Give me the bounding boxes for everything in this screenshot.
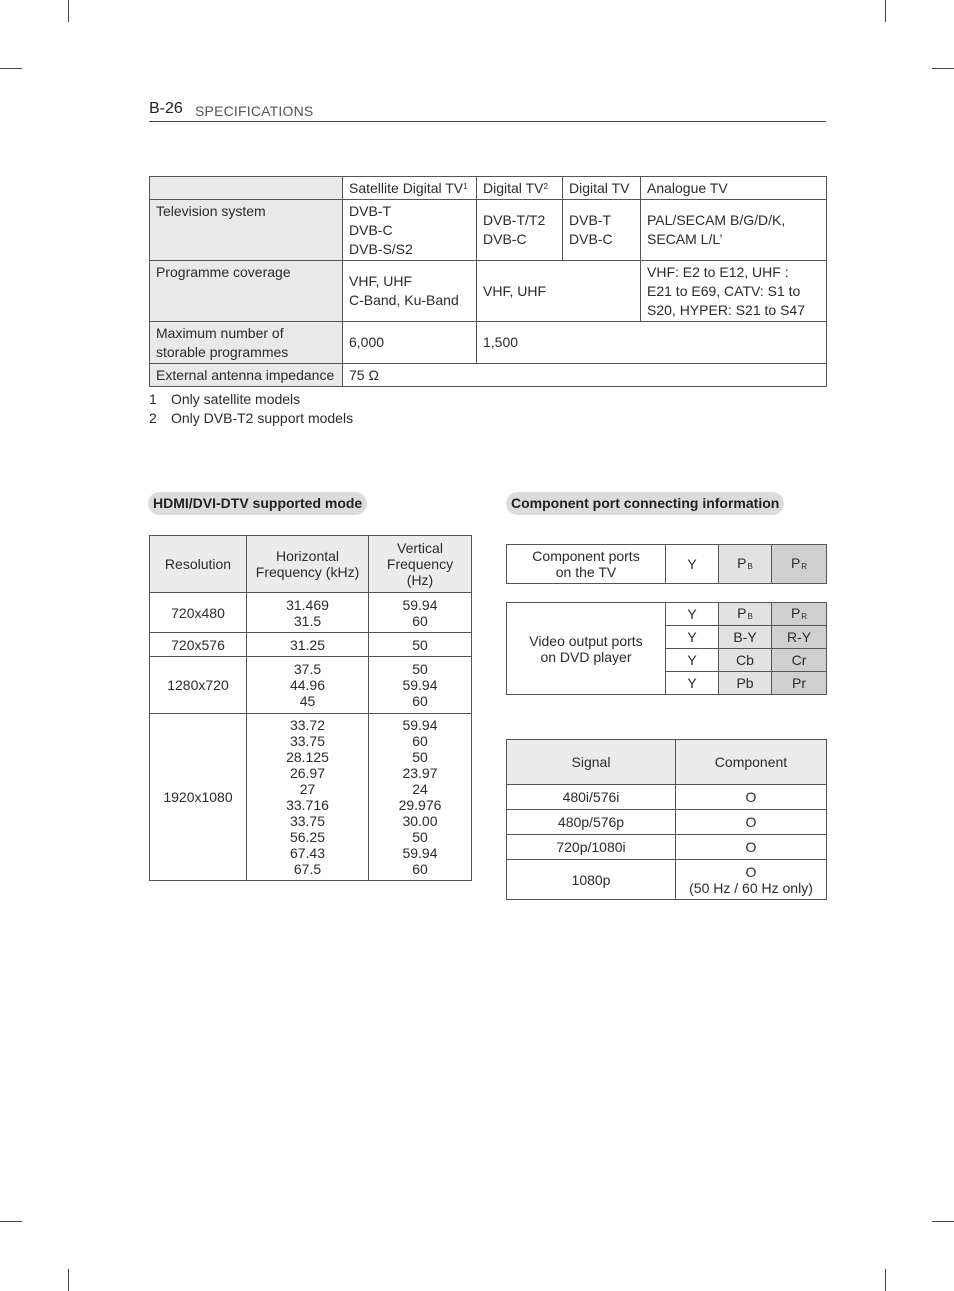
table-cell: O (50 Hz / 60 Hz only) xyxy=(676,860,827,900)
table-cell: 33.72 33.75 28.125 26.97 27 33.716 33.75 56.25 67.43 67.5 xyxy=(247,714,369,881)
table-cell: 50 59.94 60 xyxy=(369,657,472,714)
column-header: Signal xyxy=(507,740,676,785)
table-header-row xyxy=(150,536,472,593)
table-cell: O xyxy=(676,835,827,860)
crop-mark xyxy=(0,68,22,69)
port-pb: PB xyxy=(719,603,772,626)
hdmi-section-title: HDMI/DVI-DTV supported mode xyxy=(148,492,367,515)
port-pr: R-Y xyxy=(772,626,827,649)
column-header: Satellite Digital $TV^1$ xyxy=(343,177,477,200)
crop-mark xyxy=(885,0,886,22)
row-label: Maximum number of storable programmes xyxy=(150,322,343,364)
table-row xyxy=(507,545,827,584)
port-pr: Pr xyxy=(772,672,827,695)
table-cell: 31.25 xyxy=(247,633,369,657)
footnote: 2 Only DVB-T2 support models xyxy=(149,410,354,426)
page-number: B-26 xyxy=(149,100,183,117)
table-row xyxy=(507,810,827,835)
row-label: Television system xyxy=(150,200,343,261)
table-cell: 75 Ω xyxy=(343,364,827,387)
page-header xyxy=(149,100,826,122)
table-cell: 720x480 xyxy=(150,593,247,633)
port-pb: Pb xyxy=(719,672,772,695)
crop-mark xyxy=(932,68,954,69)
table-cell: 31.469 31.5 xyxy=(247,593,369,633)
crop-mark xyxy=(885,1269,886,1291)
table-cell: O xyxy=(676,785,827,810)
port-pr: PR xyxy=(772,545,827,584)
table-cell: 6,000 xyxy=(343,322,477,364)
table-row xyxy=(150,633,472,657)
row-label: Programme coverage xyxy=(150,261,343,322)
port-pb: Cb xyxy=(719,649,772,672)
table-cell: 1280x720 xyxy=(150,657,247,714)
table-cell: PAL/SECAM B/G/D/K, SECAM L/L’ xyxy=(641,200,827,261)
table-cell xyxy=(150,177,343,200)
table-row xyxy=(150,593,472,633)
component-section-title: Component port connecting information xyxy=(506,492,784,515)
table-row xyxy=(150,177,827,200)
column-header: Component xyxy=(676,740,827,785)
column-header: Digital TV xyxy=(563,177,641,200)
crop-mark xyxy=(0,1221,22,1222)
table-row xyxy=(507,835,827,860)
table-cell: 720x576 xyxy=(150,633,247,657)
table-cell: 480i/576i xyxy=(507,785,676,810)
column-header: Resolution xyxy=(150,536,247,593)
port-y: Y xyxy=(666,649,719,672)
port-y: Y xyxy=(666,672,719,695)
table-cell: VHF: E2 to E12, UHF : E21 to E69, CATV: S1 to S20, HYPER: S21 to S47 xyxy=(641,261,827,322)
table-row xyxy=(150,200,827,261)
row-label: External antenna impedance xyxy=(150,364,343,387)
table-row xyxy=(507,603,827,626)
table-cell: 1,500 xyxy=(477,322,827,364)
dvd-output-ports-table xyxy=(506,602,827,695)
crop-mark xyxy=(68,1269,69,1291)
table-cell: 720p/1080i xyxy=(507,835,676,860)
table-cell: 480p/576p xyxy=(507,810,676,835)
port-pr: Cr xyxy=(772,649,827,672)
column-header: Digital $TV^2$ xyxy=(477,177,563,200)
spec-table xyxy=(149,176,827,387)
table-cell: 59.94 60 50 23.97 24 29.976 30.00 50 59.94 60 xyxy=(369,714,472,881)
table-cell: DVB-T DVB-C xyxy=(563,200,641,261)
table-cell: DVB-T DVB-C DVB-S/S2 xyxy=(343,200,477,261)
table-row xyxy=(150,657,472,714)
table-row xyxy=(150,364,827,387)
footnotes xyxy=(149,390,353,428)
table-cell: 59.94 60 xyxy=(369,593,472,633)
footnote: 1 Only satellite models xyxy=(149,391,301,407)
signal-component-table xyxy=(506,739,827,900)
crop-mark xyxy=(932,1221,954,1222)
port-pb: PB xyxy=(719,545,772,584)
table-row xyxy=(150,714,472,881)
port-y: Y xyxy=(666,626,719,649)
table-cell: VHF, UHF C-Band, Ku-Band xyxy=(343,261,477,322)
row-label: Video output ports on DVD player xyxy=(507,603,666,695)
table-cell: 50 xyxy=(369,633,472,657)
row-label: Component ports on the TV xyxy=(507,545,666,584)
table-row xyxy=(507,860,827,900)
table-row xyxy=(507,785,827,810)
table-cell: DVB-T/T2 DVB-C xyxy=(477,200,563,261)
port-y: Y xyxy=(666,545,719,584)
port-pr: PR xyxy=(772,603,827,626)
section-title: SPECIFICATIONS xyxy=(195,103,314,119)
hdmi-mode-table xyxy=(149,535,472,881)
column-header: Analogue TV xyxy=(641,177,827,200)
table-cell: 37.5 44.96 45 xyxy=(247,657,369,714)
table-cell: VHF, UHF xyxy=(477,261,641,322)
table-cell: 1080p xyxy=(507,860,676,900)
column-header: Horizontal Frequency (kHz) xyxy=(247,536,369,593)
column-header: Vertical Frequency (Hz) xyxy=(369,536,472,593)
crop-mark xyxy=(68,0,69,22)
port-pb: B-Y xyxy=(719,626,772,649)
table-cell: O xyxy=(676,810,827,835)
table-row xyxy=(150,261,827,322)
tv-component-ports-table xyxy=(506,544,827,584)
table-cell: 1920x1080 xyxy=(150,714,247,881)
table-row xyxy=(150,322,827,364)
port-y: Y xyxy=(666,603,719,626)
table-header-row xyxy=(507,740,827,785)
